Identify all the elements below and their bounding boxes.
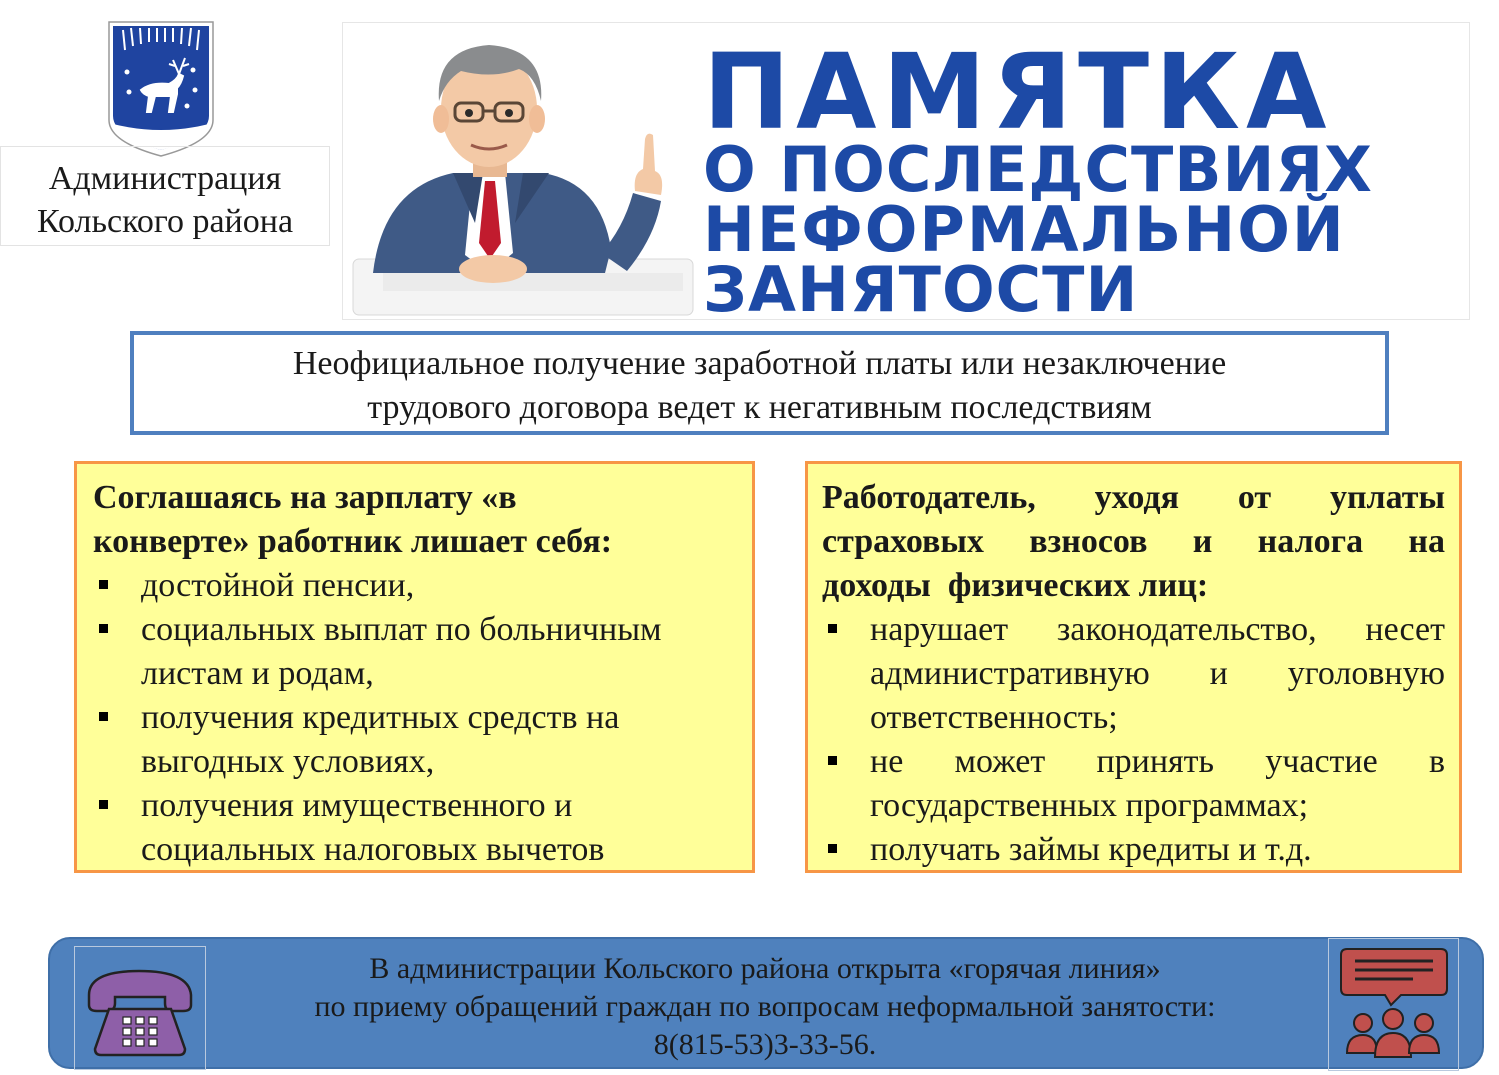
employee-consequences-panel — [74, 461, 755, 873]
organization-name — [0, 146, 330, 246]
hotline-text — [250, 950, 1280, 1064]
phone-icon — [75, 947, 205, 1069]
intro-box — [130, 331, 1389, 435]
coat-of-arms-icon — [107, 20, 215, 158]
right-panel-list — [822, 608, 1445, 872]
employer-consequences-panel — [805, 461, 1462, 873]
phone-icon-box — [74, 946, 206, 1070]
list-item: нарушает законодательство, несет административную и уголовную ответственность; — [822, 608, 1445, 740]
title-line-4: ЗАНЯТОСТИ — [703, 253, 1139, 326]
list-item: получения кредитных средств на выгодных условиях, — [93, 696, 736, 784]
intro-line1: Неофициальное получение заработной платы или незаключение — [292, 345, 1227, 382]
left-heading-line1: Соглашаясь на зарплату «в — [93, 479, 517, 516]
businessman-pointing-icon — [343, 23, 703, 321]
org-name-line2: Кольского района — [36, 203, 294, 240]
list-item: получения имущественного и социальных налоговых вычетов — [93, 784, 736, 872]
title-line-1: ПАМЯТКА — [703, 31, 1333, 153]
org-name-line1: Администрация — [48, 160, 282, 197]
right-heading-line1: Работодатель, уходя от уплаты — [822, 479, 1445, 516]
list-item: получать займы кредиты и т.д. — [822, 828, 1445, 872]
right-heading-line3: доходы физических лиц: — [822, 567, 1209, 604]
hotline-line2: по приему обращений граждан по вопросам неформальной занятости: — [314, 990, 1216, 1023]
left-panel-list — [93, 564, 736, 872]
chat-group-icon — [1329, 939, 1458, 1070]
hotline-phone-number: 8(815-53)3-33-56. — [653, 1028, 877, 1061]
title-line-2: О ПОСЛЕДСТВИЯХ — [703, 133, 1373, 206]
hotline-line1: В администрации Кольского района открыта «горячая линия» — [369, 952, 1161, 985]
right-panel-heading — [822, 476, 1445, 608]
list-item: не может принять участие в государственных программах; — [822, 740, 1445, 828]
right-heading-line2: страховых взносов и налога на — [822, 523, 1445, 560]
chat-icon-box — [1328, 938, 1459, 1071]
title-banner — [342, 22, 1470, 326]
list-item: социальных выплат по больничным листам и родам, — [93, 608, 736, 696]
left-heading-line2: конверте» работник лишает себя: — [93, 523, 613, 560]
left-panel-heading — [93, 476, 736, 564]
intro-line2: трудового договора ведет к негативным последствиям — [367, 389, 1152, 426]
list-item: достойной пенсии, — [93, 564, 736, 608]
title-line-3: НЕФОРМАЛЬНОЙ — [703, 193, 1346, 266]
